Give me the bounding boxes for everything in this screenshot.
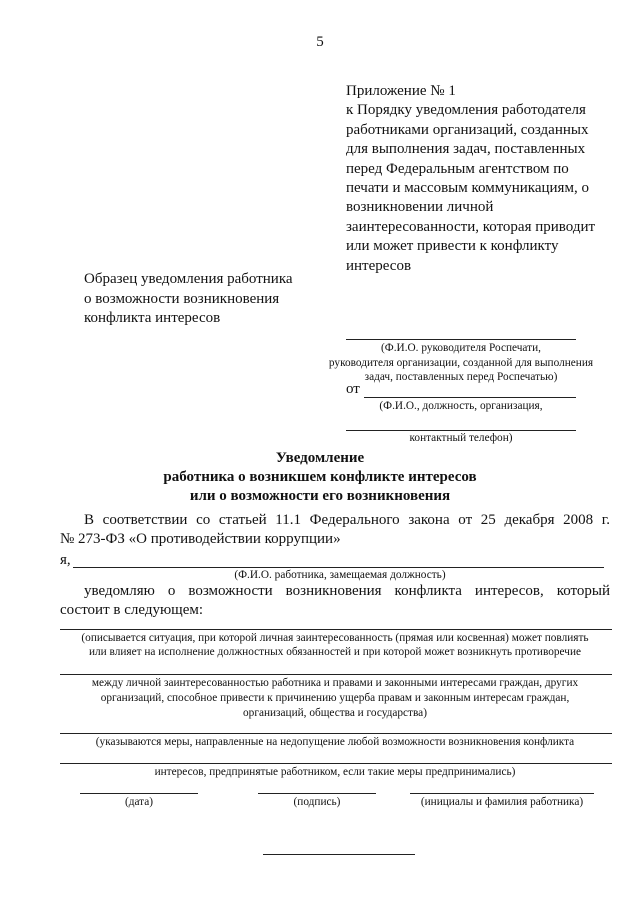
addressee-hint: (Ф.И.О. руководителя Роспечати, [381,342,541,354]
sample-title [84,270,293,329]
between-hint: организаций, способное привести к причинению ущерба правам и законным интересам граждан, [100,692,570,704]
sign-hint: (подпись) [293,796,341,808]
annex-line: заинтересованности, которая приводит [346,218,596,235]
situation-hint: или влияет на исполнение должностных обязанностей и при которой может возникнуть противоречие [88,646,582,658]
between-hint: организаций, общества и государства) [243,707,427,719]
notice-title: Уведомление [275,450,365,466]
sign-line [258,793,376,794]
phone-hint: контактный телефон) [409,432,513,444]
notify-line: состоит в следующем: [60,602,204,618]
measures-line [60,733,612,734]
date-line [80,793,198,794]
annex-line: перед Федеральным агентством по [346,160,569,177]
measures-hint: интересов, предпринятые работником, если такие меры предпринимались) [154,766,516,778]
annex-line: для выполнения задач, поставленных [346,141,586,158]
annex-line: к Порядку уведомления работодателя [346,102,586,119]
from-hint: (Ф.И.О., должность, организация, [379,400,543,412]
notify-line: уведомляю о возможности возникновения конфликта интересов, который [84,583,610,599]
between-hint: между личной заинтересованностью работника и правами и законными интересами граждан, других [91,677,579,689]
ya-line [73,567,604,568]
name-line [410,793,594,794]
annex-block [346,82,616,276]
situation-line [60,629,612,630]
notice-subtitle: или о возможности его возникновения [189,488,451,504]
name-hint: (инициалы и фамилия работника) [420,796,584,808]
addressee-hint: задач, поставленных перед Роспечатью) [364,371,558,383]
sample-title-line: о возможности возникновения [84,290,280,307]
measures-hint: (указываются меры, направленные на недопущение любой возможности возникновения конфликта [95,736,575,748]
date-hint: (дата) [124,796,154,808]
annex-line: интересов [346,257,412,274]
addressee-hint: руководителя организации, созданной для выполнения [328,357,594,369]
from-label: от [346,381,360,397]
annex-line: или может привести к конфликту [346,238,559,255]
page-number: 5 [316,34,324,50]
situation-hint: (описывается ситуация, при которой личная заинтересованность (прямая или косвенная) может повлиять [81,632,589,644]
closing-rule [263,854,415,855]
measures-line-2 [60,763,612,764]
body-line: В соответствии со статьей 11.1 Федерального закона от 25 декабря 2008 г. [84,512,610,528]
annex-line: печати и массовым коммуникациям, о [346,180,589,197]
from-line-2 [346,430,576,431]
annex-line: возникновении личной [346,199,494,216]
body-line: № 273-ФЗ «О противодействии коррупции» [60,531,341,547]
ya-hint: (Ф.И.О. работника, замещаемая должность) [234,569,446,581]
between-line [60,674,612,675]
annex-line: работниками организаций, созданных [346,121,589,138]
sample-title-line: конфликта интересов [84,310,221,326]
addressee-line [346,339,576,340]
ya-label: я, [60,552,71,568]
sample-title-line: Образец уведомления работника [84,271,293,287]
notice-subtitle: работника о возникшем конфликте интересов [163,469,477,485]
from-line [364,397,576,398]
annex-heading: Приложение № 1 [346,83,456,99]
